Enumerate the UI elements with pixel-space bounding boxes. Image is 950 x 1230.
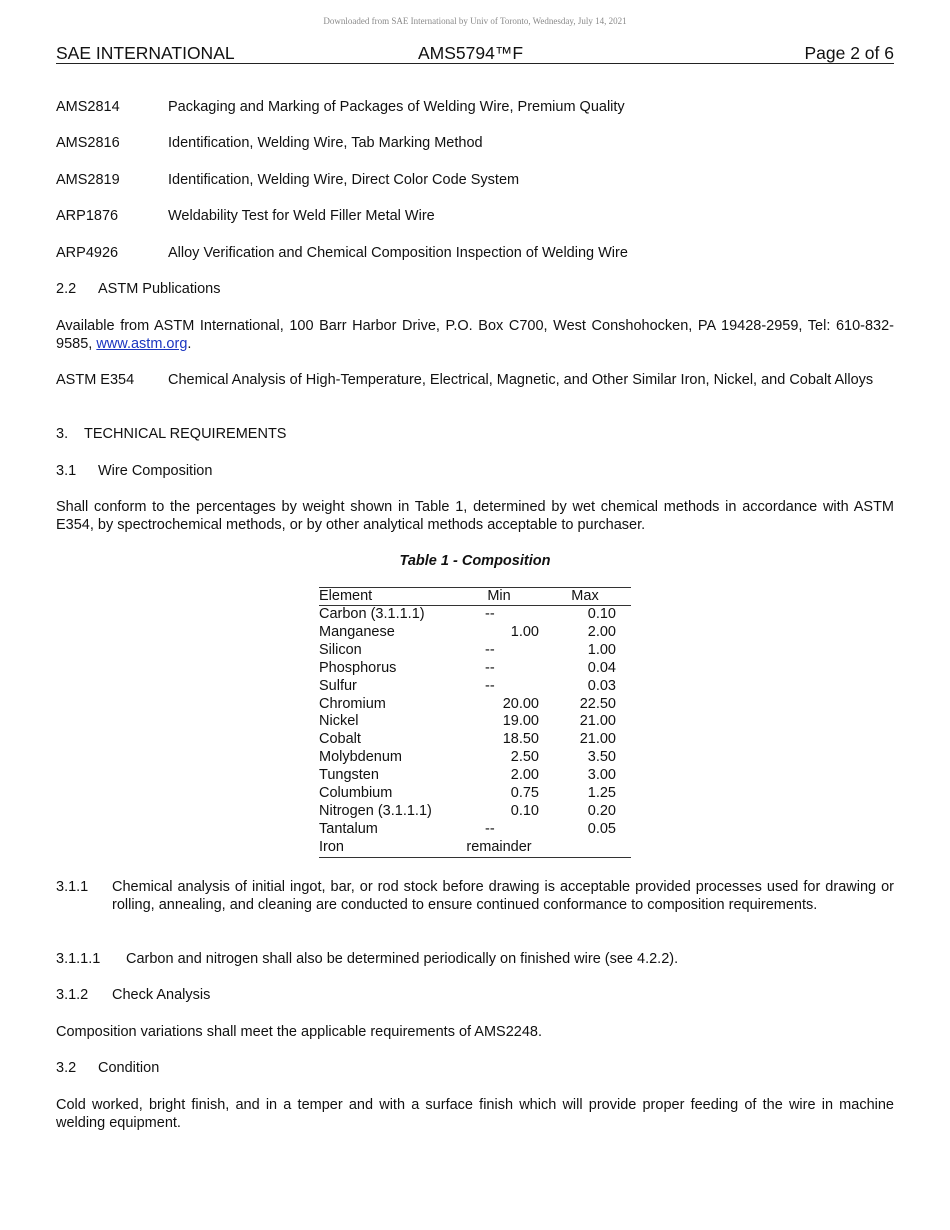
table-row [319,624,631,642]
cell-min: 0.75 [510,785,539,802]
header-page-number: Page 2 of 6 [804,43,894,63]
reference-code: ARP1876 [56,208,119,224]
reference-title: Identification, Welding Wire, Tab Marking Method [168,135,483,151]
cell-max: 2.00 [587,623,616,640]
reference-item [56,207,894,225]
composition-table [319,587,631,858]
cell-min: 19.00 [502,713,539,730]
cell-element: Silicon [319,641,362,658]
cell-max: 0.03 [587,677,616,694]
table-row [319,606,631,624]
table-row [319,713,631,731]
reference-code: AMS2816 [56,135,120,151]
section-3-1-1: 3.1.1 Chemical analysis of initial ingot, bar, or rod stock before drawing is acceptable provided processes used for drawing or rolling, annealing, and cleaning are conducted to ensure continued conformance to composition requirements. [56,879,894,913]
reference-item [56,244,894,262]
reference-title: Chemical Analysis of High-Temperature, Electrical, Magnetic, and Other Similar Iron, Nickel, and Cobalt Alloys [168,372,874,388]
table-row [319,803,631,821]
table-row [319,678,631,696]
table-row [319,696,631,714]
composition-table-body [319,606,631,858]
cell-element: Molybdenum [319,749,403,766]
cell-min: 20.00 [502,695,539,712]
cell-element: Columbium [319,785,393,802]
cell-max: 0.10 [587,606,616,622]
cell-element: Tungsten [319,767,379,784]
page-header [56,43,894,64]
reference-title: Alloy Verification and Chemical Composition Inspection of Welding Wire [168,245,628,261]
section-3-1-1-1: 3.1.1.1 Carbon and nitrogen shall also be determined periodically on finished wire (see 4.2.2). [56,951,679,967]
section-3-1-heading: 3.1 Wire Composition [56,463,213,479]
table-row [319,821,631,839]
cell-max: 3.50 [587,749,616,766]
reference-code: ASTM E354 [56,372,135,388]
table-row [319,642,631,660]
cell-min: remainder [459,839,539,857]
reference-title: Identification, Welding Wire, Direct Color Code System [168,172,520,188]
cell-element: Tantalum [319,820,378,837]
reference-code: AMS2814 [56,99,120,115]
cell-element: Iron [319,839,459,857]
section-3-1-2-text: Composition variations shall meet the applicable requirements of AMS2248. [56,1024,543,1040]
cell-max: 3.00 [587,767,616,784]
download-watermark: Downloaded from SAE International by Univ of Toronto, Wednesday, July 14, 2021 [323,16,627,26]
cell-min: 1.00 [510,623,539,640]
table-row [319,767,631,785]
cell-element: Chromium [319,695,386,712]
cell-min: -- [485,606,495,622]
cell-max: 1.25 [587,785,616,802]
cell-max: 0.20 [587,802,616,819]
cell-element: Nitrogen (3.1.1.1) [319,802,432,819]
cell-min: -- [485,641,495,658]
column-header-element: Element [319,588,459,606]
astm-website-link[interactable]: www.astm.org [96,336,188,352]
section-3-2-text: Cold worked, bright finish, and in a temper and with a surface finish which will provide proper feeding of the wire in machine welding equipment. [56,1097,894,1131]
cell-max: 1.00 [587,641,616,658]
reference-item-astm-e354 [56,371,894,389]
table-row [319,749,631,767]
cell-max: 21.00 [579,731,616,748]
cell-max: 22.50 [579,695,616,712]
cell-max: 0.04 [587,659,616,676]
section-2-2-heading: 2.2 ASTM Publications [56,281,221,297]
table-row [319,839,631,857]
cell-min: 18.50 [502,731,539,748]
column-header-min: Min [459,588,539,606]
cell-min: 0.10 [510,802,539,819]
section-3-2-heading: 3.2 Condition [56,1060,160,1076]
reference-title: Packaging and Marking of Packages of Welding Wire, Premium Quality [168,99,625,115]
reference-code: AMS2819 [56,172,120,188]
header-doc-number: AMS5794™F [418,43,524,63]
cell-max: 0.05 [587,820,616,837]
reference-item [56,171,894,189]
cell-max: 21.00 [579,713,616,730]
reference-code: ARP4926 [56,245,119,261]
cell-element: Cobalt [319,731,361,748]
section-3-heading: 3. TECHNICAL REQUIREMENTS [56,426,287,442]
reference-title: Weldability Test for Weld Filler Metal Wire [168,208,435,224]
table-row [319,660,631,678]
cell-element: Carbon (3.1.1.1) [319,606,425,622]
column-header-max: Max [539,588,631,606]
cell-min: -- [485,677,495,694]
cell-min: -- [485,659,495,676]
cell-element: Manganese [319,623,395,640]
reference-item [56,98,894,116]
header-org: SAE INTERNATIONAL [56,43,235,63]
cell-element: Sulfur [319,677,357,694]
cell-min: 2.50 [510,749,539,766]
table-caption: Table 1 - Composition [399,553,551,569]
section-3-1-text: Shall conform to the percentages by weight shown in Table 1, determined by wet chemical methods in accordance with ASTM E354, by spectrochemical methods, or by other analytical methods acceptable to purchaser. [56,499,894,533]
cell-element: Nickel [319,713,359,730]
astm-availability: Available from ASTM International, 100 Barr Harbor Drive, P.O. Box C700, West Conshohocken, PA 19428-2959, Tel: 610-832-9585, www.astm.org. [56,318,894,352]
cell-element: Phosphorus [319,659,397,676]
table-row [319,785,631,803]
table-row [319,731,631,749]
cell-min: 2.00 [510,767,539,784]
cell-max [539,839,631,857]
reference-item [56,134,894,152]
cell-min: -- [485,820,495,837]
section-3-1-2-heading: 3.1.2 Check Analysis [56,987,211,1003]
